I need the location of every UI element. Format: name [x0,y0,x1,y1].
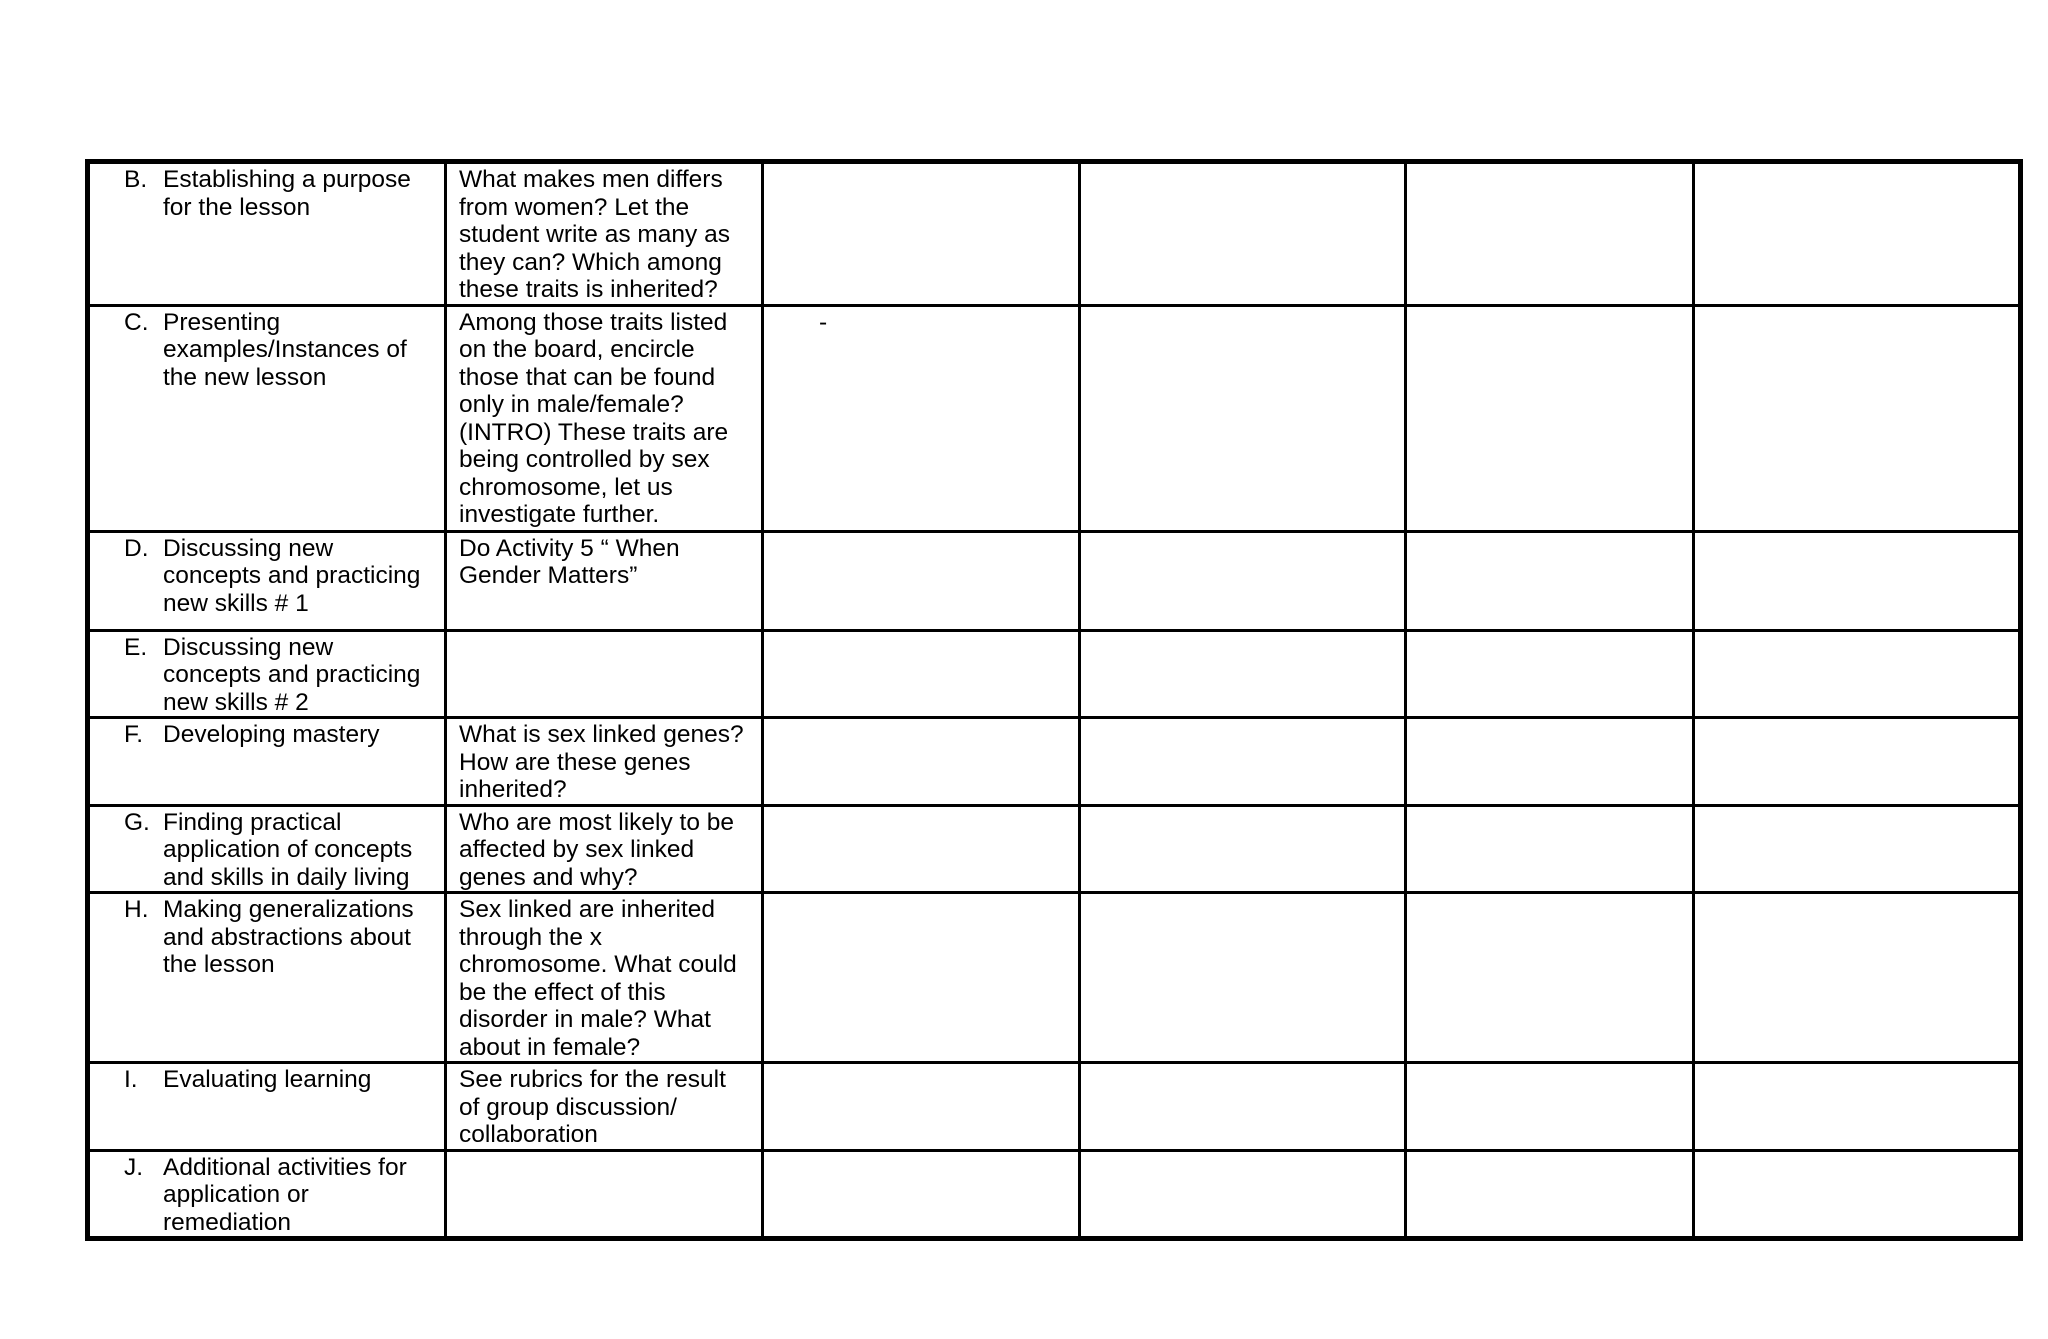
empty-cell [1080,893,1406,1063]
note-cell [763,305,1080,531]
row-label-cell [88,630,446,718]
row-label: Presenting examples/Instances of the new lesson [163,308,407,391]
empty-cell [1694,805,2021,893]
note-cell [763,1150,1080,1239]
empty-cell [1406,1150,1694,1239]
content-cell: Who are most likely to be affected by sex linked genes and why? [446,805,763,893]
row-label: Making generalizations and abstractions about the lesson [163,896,414,978]
content-cell [446,630,763,718]
empty-cell [1080,531,1406,630]
empty-cell [1406,805,1694,893]
row-label-cell [88,718,446,806]
content-cell: What is sex linked genes? How are these genes inherited? [446,718,763,806]
row-label: Additional activities for application or remediation [163,1153,407,1236]
table-row [88,531,2021,630]
row-letter: B. [124,166,148,193]
note-cell [763,893,1080,1063]
empty-cell [1694,1150,2021,1239]
row-label-cell [88,531,446,630]
empty-cell [1406,305,1694,531]
empty-cell [1694,1063,2021,1151]
table-row [88,1150,2021,1239]
row-letter: E. [124,633,148,661]
row-letter: H. [124,896,149,923]
empty-cell [1694,893,2021,1063]
empty-cell [1080,1150,1406,1239]
content-cell [446,1150,763,1239]
empty-cell [1080,805,1406,893]
empty-cell [1694,718,2021,806]
row-label: Evaluating learning [163,1066,372,1093]
content-cell: See rubrics for the result of group discussion/ collaboration [446,1063,763,1151]
row-label: Developing mastery [163,721,380,748]
row-label: Finding practical application of concepts and skills in daily living [163,808,413,891]
row-label: Discussing new concepts and practicing new skills # 2 [163,633,421,716]
empty-cell [1080,1063,1406,1151]
table-row [88,630,2021,718]
empty-cell [1406,630,1694,718]
note-cell [763,630,1080,718]
table-row [88,805,2021,893]
content-cell: Do Activity 5 “ When Gender Matters” [446,531,763,630]
table-row [88,162,2021,306]
row-label: Establishing a purpose for the lesson [163,166,411,221]
note-cell [763,718,1080,806]
empty-cell [1080,162,1406,306]
row-letter: I. [124,1066,138,1093]
empty-cell [1694,630,2021,718]
row-letter: J. [124,1153,144,1181]
row-label: Discussing new concepts and practicing new skills # 1 [163,534,421,617]
row-label-cell [88,1063,446,1151]
row-label-cell [88,1150,446,1239]
empty-cell [1406,162,1694,306]
note-cell [763,1063,1080,1151]
table-row [88,718,2021,806]
row-letter: C. [124,308,149,336]
content-cell: Sex linked are inherited through the x chromosome. What could be the effect of this disorder in male? What about in female? [446,893,763,1063]
row-label-cell [88,305,446,531]
empty-cell [1406,531,1694,630]
row-label-cell [88,805,446,893]
note-cell [763,531,1080,630]
content-cell: What makes men differs from women? Let the student write as many as they can? Which among these traits is inherited? [446,162,763,306]
table-row [88,893,2021,1063]
empty-cell [1694,162,2021,306]
note-cell [763,805,1080,893]
row-letter: F. [124,721,144,748]
lesson-plan-table [85,159,2023,1241]
empty-cell [1406,893,1694,1063]
empty-cell [1080,305,1406,531]
row-letter: G. [124,808,150,836]
empty-cell [1694,305,2021,531]
table-row [88,1063,2021,1151]
table-row [88,305,2021,531]
row-letter: D. [124,534,149,562]
content-cell: Among those traits listed on the board, encircle those that can be found only in male/female? (INTRO) These traits are being controlled by sex chromosome, let us investigate further. [446,305,763,531]
empty-cell [1406,1063,1694,1151]
empty-cell [1406,718,1694,806]
empty-cell [1694,531,2021,630]
row-label-cell [88,162,446,306]
empty-cell [1080,718,1406,806]
empty-cell [1080,630,1406,718]
note-cell [763,162,1080,306]
note-text: - [819,308,828,336]
row-label-cell [88,893,446,1063]
